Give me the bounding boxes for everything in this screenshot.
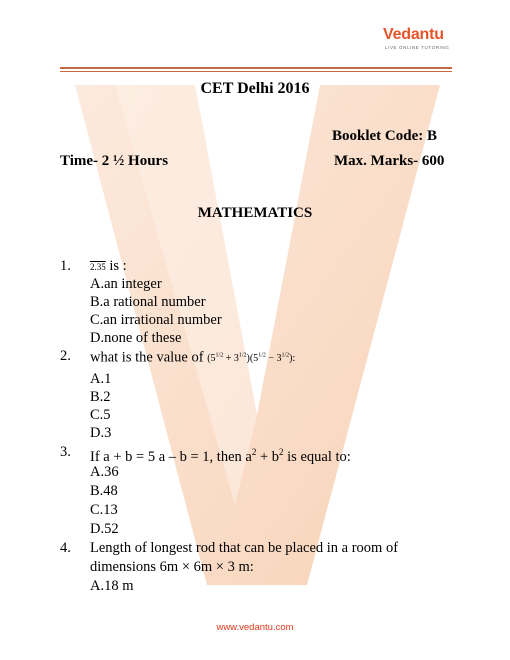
exam-title: CET Delhi 2016	[200, 80, 310, 97]
expr-part: (5	[207, 353, 216, 365]
question-stem	[90, 347, 295, 368]
exponent: 1/2	[258, 353, 266, 359]
question-stem-text: what is the value of	[90, 349, 204, 366]
vedantu-logo	[383, 26, 453, 52]
subject-heading: MATHEMATICS	[197, 205, 313, 221]
stem-part: is equal to:	[283, 448, 351, 465]
expr-part: ):	[289, 353, 296, 365]
question-number: 4.	[60, 540, 71, 556]
option: C.an irrational number	[90, 312, 222, 328]
question-stem-text: is :	[109, 258, 127, 274]
option: D.3	[90, 425, 112, 441]
question-stem: Length of longest rod that can be placed in a room of	[90, 540, 399, 556]
question-stem: dimensions 6m × 6m × 3 m:	[90, 559, 254, 575]
expr-part: − 3	[265, 353, 282, 365]
question-stem	[90, 443, 351, 466]
question-number: 2.	[60, 348, 71, 364]
logo-text: Vedantu	[383, 26, 444, 43]
option: C.5	[90, 407, 111, 423]
exponent: 2	[251, 447, 257, 457]
recurring-decimal: 2.35	[90, 262, 106, 272]
option: D.52	[90, 521, 119, 537]
expr-part: )(5	[246, 353, 259, 365]
option: A.36	[90, 464, 119, 480]
exponent: 1/2	[238, 353, 247, 359]
option: C.13	[90, 502, 118, 518]
option: B.48	[90, 483, 118, 499]
exam-time: Time- 2 ½ Hours	[60, 153, 169, 169]
booklet-code: Booklet Code: B	[332, 128, 437, 144]
option: A.18 m	[90, 578, 134, 594]
option: B.2	[90, 389, 111, 405]
header-rule-thin	[60, 71, 452, 72]
exponent: 1/2	[215, 353, 224, 359]
option: A.an integer	[90, 276, 162, 292]
header-rule-thick	[60, 67, 452, 69]
stem-part: + b	[256, 448, 280, 465]
question-number: 3.	[60, 444, 71, 460]
option: B.a rational number	[90, 294, 206, 310]
exponent: 1/2	[281, 353, 290, 359]
question-stem	[90, 257, 127, 276]
max-marks: Max. Marks- 600	[334, 153, 445, 169]
expr-part: + 3	[223, 353, 239, 365]
logo-tagline: LIVE ONLINE TUTORING	[385, 45, 450, 50]
option: A.1	[90, 371, 112, 387]
question-number: 1.	[60, 258, 71, 274]
footer-url[interactable]: www.vedantu.com	[216, 622, 294, 633]
option: D.none of these	[90, 330, 182, 346]
exponent: 2	[279, 447, 284, 457]
math-expression	[207, 353, 295, 364]
stem-part: If a + b = 5 a – b = 1, then a	[90, 448, 252, 465]
